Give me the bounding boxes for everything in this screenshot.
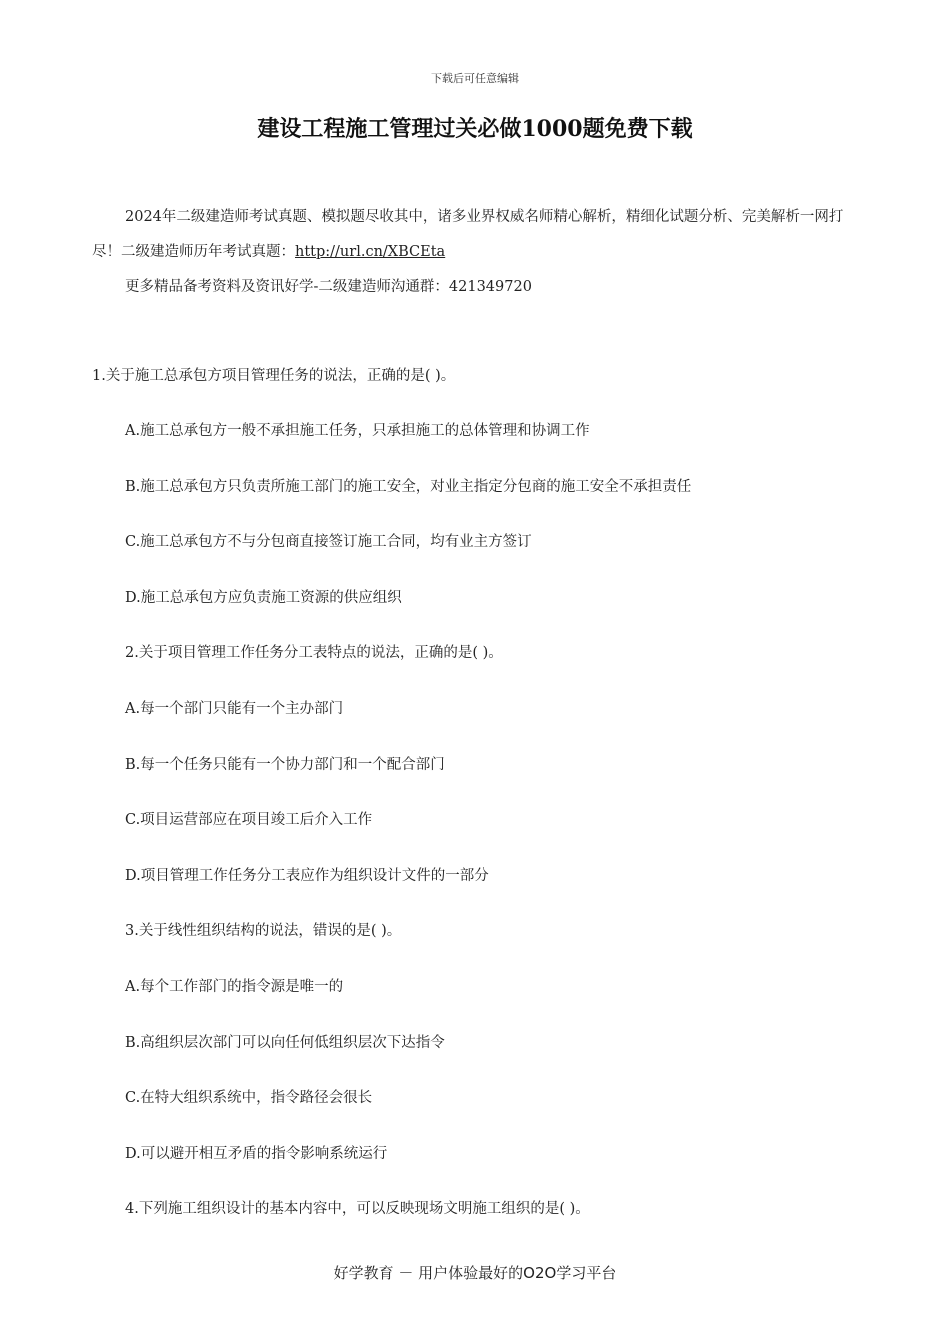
question-option: D.可以避开相互矛盾的指令影响系统运行 <box>125 1146 388 1162</box>
intro-section <box>92 200 858 305</box>
header-note: 下载后可任意编辑 <box>431 72 519 85</box>
question-option: C.在特大组织系统中，指令路径会很长 <box>125 1090 373 1106</box>
question-option: A.每个工作部门的指令源是唯一的 <box>125 979 344 995</box>
question-stem: 3.关于线性组织结构的说法，错误的是( )。 <box>125 923 402 939</box>
question-stem: 1.关于施工总承包方项目管理任务的说法，正确的是( )。 <box>92 368 456 384</box>
question-option: B.每一个任务只能有一个协力部门和一个配合部门 <box>125 757 445 773</box>
question-option: D.项目管理工作任务分工表应作为组织设计文件的一部分 <box>125 868 489 884</box>
question-option: B.高组织层次部门可以向任何低组织层次下达指令 <box>125 1035 445 1051</box>
page-footer: 好学教育 － 用户体验最好的O2O学习平台 <box>333 1264 617 1282</box>
question-option: B.施工总承包方只负责所施工部门的施工安全，对业主指定分包商的施工安全不承担责任 <box>125 479 692 495</box>
intro-group-line: 更多精品备考资料及资讯好学-二级建造师沟通群：421349720 <box>125 279 532 295</box>
question-option: A.每一个部门只能有一个主办部门 <box>125 701 344 717</box>
exam-link[interactable]: http://url.cn/XBCEta <box>295 244 446 260</box>
question-stem: 2.关于项目管理工作任务分工表特点的说法，正确的是( )。 <box>125 645 503 661</box>
question-stem: 4.下列施工组织设计的基本内容中，可以反映现场文明施工组织的是( )。 <box>125 1201 590 1217</box>
document-title: 建设工程施工管理过关必做1000题免费下载 <box>257 116 693 142</box>
question-option: D.施工总承包方应负责施工资源的供应组织 <box>125 590 402 606</box>
intro-text: 2024年二级建造师考试真题、模拟题尽收其中，诸多业界权威名师精心解析，精细化试题分析、完美解析一网打尽！二级建造师历年考试真题： <box>92 209 844 260</box>
question-option: C.项目运营部应在项目竣工后介入工作 <box>125 812 373 828</box>
question-option: A.施工总承包方一般不承担施工任务，只承担施工的总体管理和协调工作 <box>125 423 590 439</box>
intro-paragraph <box>92 200 858 270</box>
question-option: C.施工总承包方不与分包商直接签订施工合同，均有业主方签订 <box>125 534 532 550</box>
